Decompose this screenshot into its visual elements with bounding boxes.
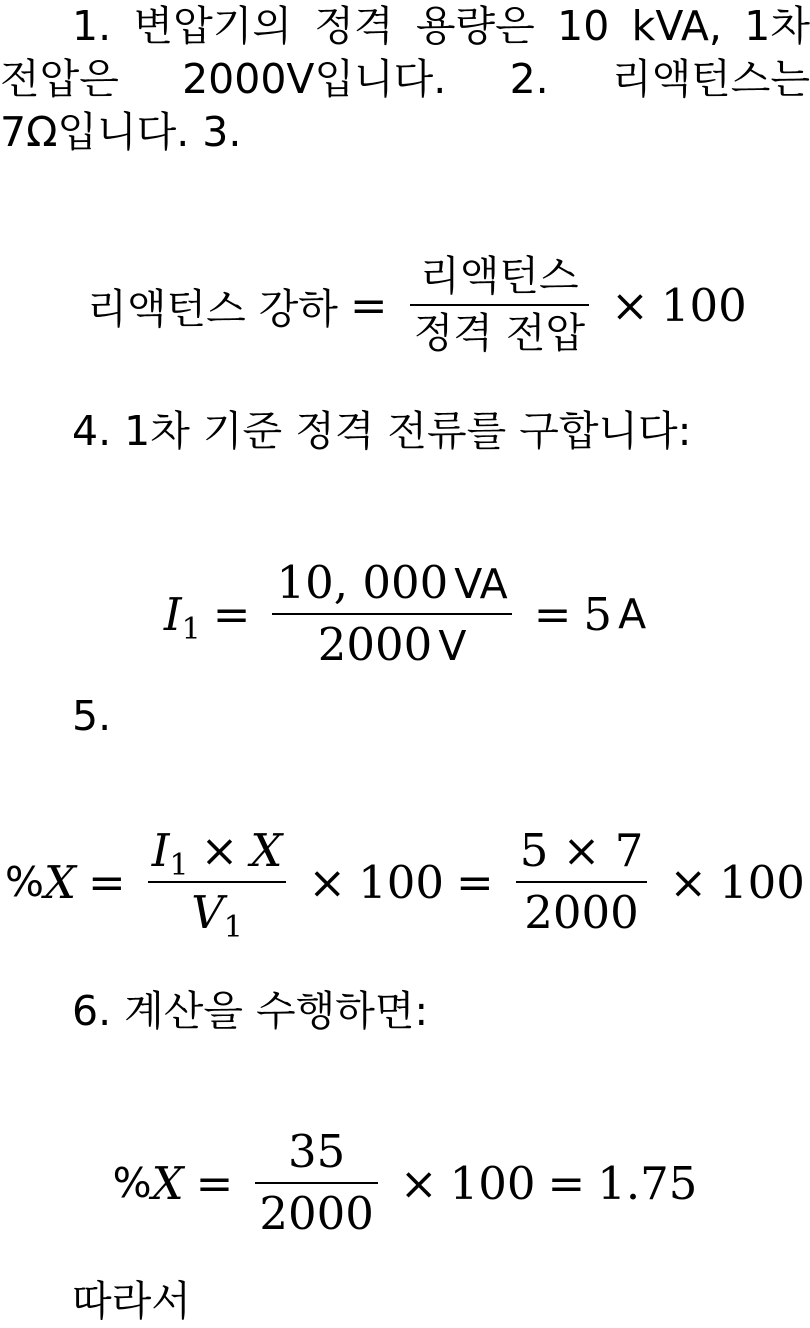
eq3-equals-2: = bbox=[456, 855, 494, 909]
eq4-factor: 100 bbox=[449, 1156, 536, 1210]
eq2-lhs bbox=[163, 587, 201, 647]
eq1-lhs: 리액턴스 강하 bbox=[87, 284, 338, 333]
eq4-fraction-bar bbox=[255, 1182, 378, 1184]
eq3-symbol: X bbox=[44, 855, 77, 909]
eq2-equals-2: = bbox=[533, 587, 572, 641]
eq3-factor-2: 100 bbox=[719, 855, 805, 909]
eq3-den-symbol: V bbox=[191, 886, 224, 939]
eq2-result-value: 5 bbox=[583, 587, 613, 641]
equation-rated-current bbox=[0, 554, 810, 674]
eq1-numerator: 리액턴스 bbox=[420, 251, 579, 300]
eq3-num-subscript: 1 bbox=[169, 848, 189, 884]
eq2-denominator bbox=[314, 619, 471, 671]
eq2-equals: = bbox=[212, 587, 251, 641]
eq2-num-unit: VA bbox=[454, 560, 508, 609]
equation-reactance-drop bbox=[12, 245, 810, 365]
eq2-numerator bbox=[272, 557, 511, 609]
eq3-fraction-2 bbox=[516, 825, 648, 939]
eq3-denominator-2: 2000 bbox=[524, 886, 639, 939]
eq2-den-unit: V bbox=[438, 622, 467, 670]
paragraph-calculation: 6. 계산을 수행하면: bbox=[72, 987, 429, 1035]
paragraph-rated-current: 4. 1차 기준 정격 전류를 구합니다: bbox=[72, 407, 692, 455]
eq4-times: × bbox=[399, 1156, 438, 1210]
eq3-num-symbol-2: X bbox=[250, 824, 283, 878]
eq2-fraction bbox=[272, 557, 511, 671]
eq4-result: 1.75 bbox=[597, 1156, 698, 1210]
eq3-times-2: × bbox=[669, 855, 708, 909]
eq4-symbol: X bbox=[151, 1156, 184, 1210]
eq3-num-symbol: I bbox=[151, 824, 170, 878]
paragraph-step-5: 5. bbox=[72, 692, 112, 740]
eq2-subscript: 1 bbox=[181, 611, 201, 647]
eq4-equals-2: = bbox=[547, 1156, 586, 1210]
eq4-denominator: 2000 bbox=[259, 1187, 374, 1240]
eq1-factor: 100 bbox=[660, 278, 747, 332]
eq3-times: × bbox=[308, 855, 347, 909]
paragraph-therefore: 따라서 bbox=[72, 1277, 191, 1325]
paragraph-given-values: 1. 변압기의 정격 용량은 10 kVA, 1차 전압은 2000V입니다. 2. 리액턴스는 7Ω입니다. 3. bbox=[0, 2, 810, 156]
eq3-equals: = bbox=[88, 855, 126, 909]
eq2-result-unit: A bbox=[618, 590, 647, 638]
eq1-denominator: 정격 전압 bbox=[413, 309, 586, 357]
eq1-fraction-bar bbox=[410, 304, 589, 306]
equation-result bbox=[0, 1123, 810, 1243]
eq1-times: × bbox=[611, 278, 649, 332]
eq2-fraction-bar bbox=[272, 613, 511, 615]
eq2-den-value: 2000 bbox=[317, 618, 433, 671]
eq3-fraction-bar bbox=[148, 881, 287, 883]
eq3-factor: 100 bbox=[358, 855, 445, 909]
eq3-numerator bbox=[148, 824, 287, 884]
eq3-fraction-bar-2 bbox=[516, 881, 648, 883]
eq1-fraction bbox=[410, 253, 589, 357]
eq4-percent: % bbox=[112, 1159, 152, 1207]
eq3-percent: % bbox=[5, 858, 44, 906]
eq2-symbol: I bbox=[163, 587, 182, 641]
eq3-fraction bbox=[148, 824, 287, 945]
eq3-denominator bbox=[187, 886, 247, 945]
eq3-num-times: × bbox=[200, 824, 239, 878]
eq4-fraction bbox=[255, 1126, 378, 1240]
eq4-equals: = bbox=[195, 1156, 234, 1210]
eq1-equals: = bbox=[349, 278, 388, 332]
equation-percent-reactance bbox=[0, 822, 810, 945]
eq3-den-subscript: 1 bbox=[223, 910, 243, 945]
eq4-numerator: 35 bbox=[287, 1125, 346, 1179]
eq2-num-value: 10, 000 bbox=[276, 556, 449, 610]
eq3-numerator-2: 5 × 7 bbox=[519, 824, 644, 878]
